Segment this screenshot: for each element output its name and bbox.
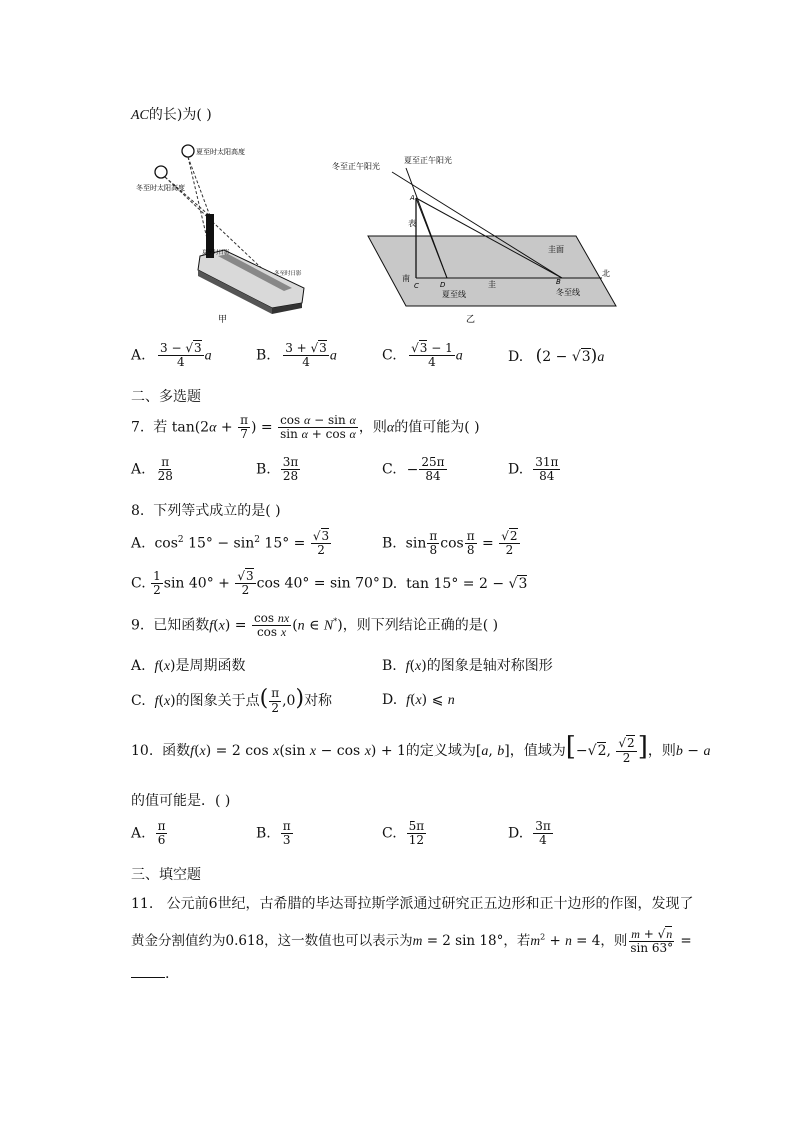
caption-jia: 甲 [218, 315, 228, 325]
label-winter-light: 冬至正午阳光 [332, 162, 380, 171]
label-winter-sun-height: 冬至时太阳高度 [136, 184, 185, 192]
q8-option-b[interactable]: B. sin $\frac{\pi}{8}$ cos $\frac{\pi}{8}$ = $\frac{√2}{2}$ [382, 529, 518, 558]
figure-yi [330, 150, 626, 326]
label-winter-line: 冬至线 [556, 288, 580, 297]
label-summer-line: 夏至线 [442, 290, 466, 299]
q6-option-a[interactable]: A. $\frac{3 - √3}{4}$ a [131, 341, 212, 370]
q7-option-a[interactable]: A. $\frac{\pi}{28}$ [131, 455, 173, 484]
label-winter-shadow: 冬至时日影 [274, 271, 302, 277]
question-7: 7. 若 tan(2α + $\frac{\pi}{7}$ ) = $\frac{\text{cos α − sin α}}{\text{sin α + cos α}}$ ，则α的值可能为( ) [131, 413, 480, 442]
q9-option-d[interactable]: D. f(x) ⩽ n [382, 692, 455, 708]
q7-option-c[interactable]: C. − $\frac{25\pi}{84}$ [382, 455, 445, 484]
point-C: C [414, 282, 419, 290]
q9-option-c[interactable]: C. f(x)的图象关于点( $\frac{\pi}{2}$ ,0)对称 [131, 686, 333, 715]
label-summer-light: 夏至正午阳光 [404, 156, 452, 165]
winter-sun-circle [155, 166, 167, 178]
q6-option-b[interactable]: B. $\frac{3 + √3}{4}$ a [256, 341, 337, 370]
q10-option-a[interactable]: A. $\frac{\pi}{6}$ [131, 819, 166, 848]
question-10: 10. 函数f(x) = 2 cos x(sin x − cos x) + 1的定义域为[a, b]，值域为[−√2, $\frac{√2}{2}$ ]，则b − a [131, 732, 711, 765]
q8-option-c[interactable]: C. $\frac{1}{2}$ sin 40° + $\frac{√3}{2}$ cos 40° = sin 70° [131, 569, 380, 598]
q9-option-b[interactable]: B. f(x)的图象是轴对称图形 [382, 658, 553, 674]
section-title-multi-choice: 二、多选题 [131, 389, 201, 405]
question-11-line2: 黄金分割值约为0.618，这一数值也可以表示为m = 2 sin 18°，若$m^2 + n = 4$，则 $\frac{m + √n}{\sin 63^\circ}$ = [131, 927, 692, 956]
label-bei: 北 [602, 269, 610, 278]
q10-option-b[interactable]: B. $\frac{\pi}{3}$ [256, 819, 291, 848]
label-gui: 圭 [488, 280, 496, 289]
point-A: A [410, 194, 415, 202]
question-11-line1: 11. 公元前6世纪，古希腊的毕达哥拉斯学派通过研究正五边形和正十边形的作图，发现了 [131, 896, 694, 912]
question-10-line2: 的值可能是．( ) [131, 793, 231, 809]
q10-option-c[interactable]: C. $\frac{5\pi}{12}$ [382, 819, 425, 848]
label-summer-sun-height: 夏至时太阳高度 [196, 148, 245, 156]
question-11-answer-blank[interactable]: . [131, 966, 169, 982]
caption-yi: 乙 [466, 315, 476, 325]
q6-option-d[interactable]: D. (2 − √3)a [508, 346, 605, 366]
question-8: 8. 下列等式成立的是( ) [131, 503, 281, 519]
q7-option-b[interactable]: B. $\frac{3\pi}{28}$ [256, 455, 299, 484]
q7-option-d[interactable]: D. $\frac{31\pi}{84}$ [508, 455, 559, 484]
point-D: D [440, 281, 446, 289]
header-text: 的长)为( ) [148, 107, 212, 123]
section-title-fill-blank: 三、填空题 [131, 867, 201, 883]
q8-option-a[interactable]: A. $\cos^2 15^\circ - \sin^2 15^\circ$ = $\frac{√3}{2}$ [131, 529, 330, 558]
question-6-tail: AC的长)为( ) [131, 107, 212, 123]
label-biao: 表 [408, 219, 416, 228]
label-guimian: 圭面 [548, 245, 564, 254]
question-9: 9. 已知函数f(x) = $\frac{\text{cos nx}}{\text{cos x}}$ (n ∈ N*)，则下列结论正确的是( ) [131, 611, 499, 640]
summer-sun-circle [182, 145, 194, 157]
q10-option-d[interactable]: D. $\frac{3\pi}{4}$ [508, 819, 551, 848]
q6-option-c[interactable]: C. $\frac{√3 - 1}{4}$ a [382, 341, 463, 370]
label-nan: 南 [402, 274, 410, 283]
q9-option-a[interactable]: A. f(x)是周期函数 [131, 658, 246, 674]
label-summer-shadow: 夏至时日影 [202, 250, 230, 256]
q8-option-d[interactable]: D. tan 15° = 2 − √3 [382, 576, 528, 592]
point-B: B [556, 278, 561, 286]
figure-jia [132, 138, 312, 328]
